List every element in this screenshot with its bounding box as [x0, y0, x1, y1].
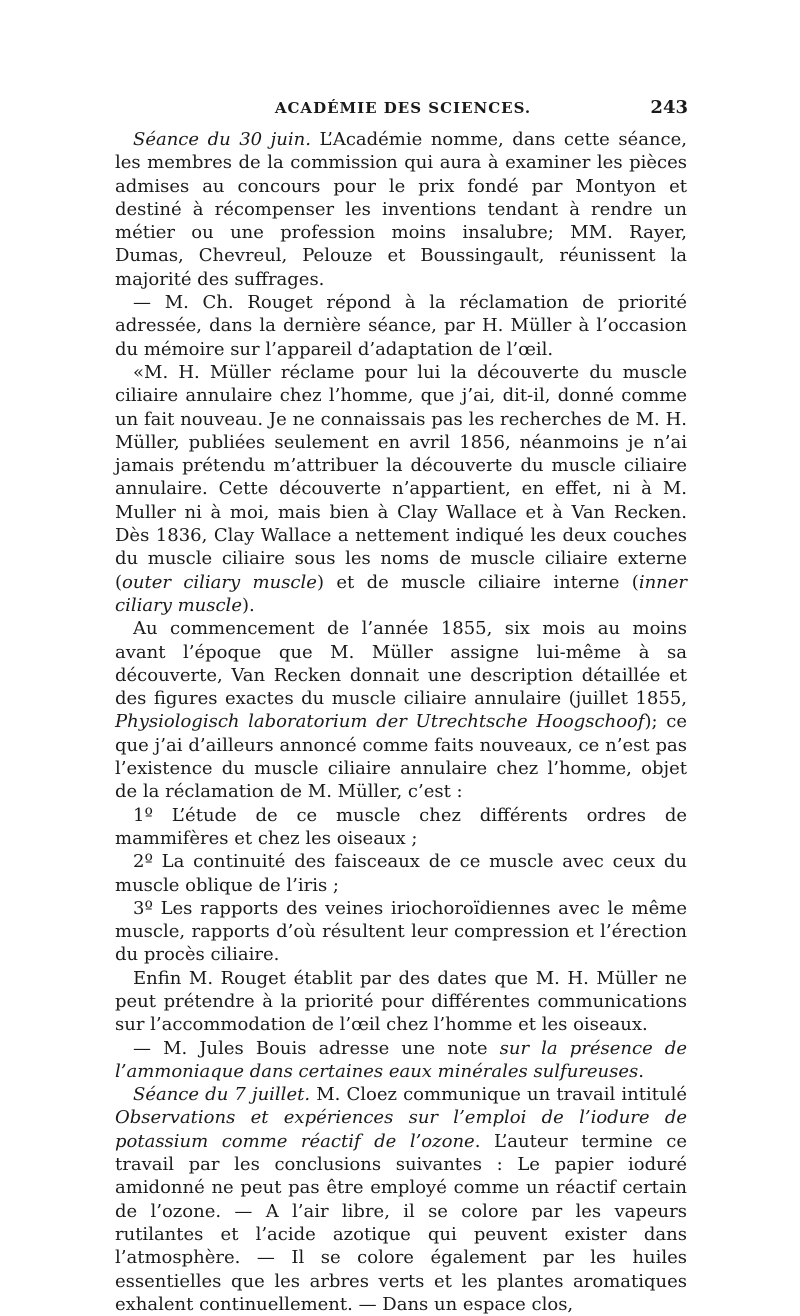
paragraph-van-recken: Au commencement de l’année 1855, six mois au moins avant l’époque que M. Müller assigne lui-même à sa découverte, Van Recken donnait une description détaillée et des figures exactes du muscle ciliaire annulaire (juillet 1855, Physiologisch laboratorium der Utrechtsche Hoogschoof); ce que j’ai d’ailleurs annoncé comme faits nouveaux, ce n’est pas l’existence du muscle ciliaire annulaire chez l’homme, objet de la réclamation de M. Müller, c’est :: [115, 618, 688, 803]
list-item-1: 1º L’étude de ce muscle chez différents ordres de mammifères et chez les oiseaux ;: [115, 804, 687, 849]
paragraph-seance-30-juin: Séance du 30 juin. L’Académie nomme, dans cette séance, les membres de la commission qui aura à examiner les pièces admises au concours pour le prix fondé par Montyon et destiné à récompenser les inventions tendant à rendre un métier ou une profession moins insalubre; MM. Rayer, Dumas, Chevreul, Pelouze et Boussingault, réunissent la majorité des suffrages.: [115, 129, 687, 290]
page-number: 243: [650, 97, 688, 118]
list-item-2: 2º La continuité des faisceaux de ce muscle avec ceux du muscle oblique de l’iris ;: [115, 851, 687, 896]
body-text: [115, 128, 687, 1316]
paragraph-bouis-note: — M. Jules Bouis adresse une note sur la présence de l’ammoniaque dans certaines eaux minérales sulfureuses.: [115, 1037, 687, 1082]
paragraph-muller-claim: «M. H. Müller réclame pour lui la découverte du muscle ciliaire annulaire chez l’homme, que j’ai, dit-il, donné comme un fait nouveau. Je ne connaissais pas les recherches de M. H. Müller, publiées seulement en avril 1856, néanmoins je n’ai jamais prétendu m’attribuer la découverte du muscle ciliaire annulaire. Cette découverte n’appartient, en effet, ni à M. Muller ni à moi, mais bien à Clay Wallace et à Van Recken. Dès 1836, Clay Wallace a nettement indiqué les deux couches du muscle ciliaire sous les noms de muscle ciliaire externe (outer ciliary muscle) et de muscle ciliaire interne (inner ciliary muscle).: [115, 361, 688, 616]
paragraph-seance-7-juillet: Séance du 7 juillet. M. Cloez communique un travail intitulé Observations et expériences sur l’emploi de l’iodure de potassium comme réactif de l’ozone. L’auteur termine ce travail par les conclusions suivantes : Le papier ioduré amidonné ne peut pas être employé comme un réactif certain de l’ozone. — A l’air libre, il se colore par les vapeurs rutilantes et l’acide azotique qui peuvent exister dans l’atmosphère. — Il se colore également par les huiles essentielles que les arbres verts et les plantes aromatiques exhalent continuellement. — Dans un espace clos,: [115, 1084, 688, 1315]
list-item-3: 3º Les rapports des veines iriochoroïdiennes avec le même muscle, rapports d’où résultent leur compression et l’érection du procès ciliaire.: [115, 897, 687, 966]
running-head: [118, 99, 688, 123]
session-date: Séance du 30 juin.: [133, 129, 311, 150]
paragraph-rouget-priority: Enfin M. Rouget établit par des dates que M. H. Müller ne peut prétendre à la priorité pour différentes communications sur l’accommodation de l’œil chez l’homme et les oiseaux.: [115, 967, 687, 1036]
session-date: Séance du 7 juillet.: [133, 1084, 311, 1106]
running-title: ACADÉMIE DES SCIENCES.: [274, 99, 532, 117]
paragraph-rouget-reply: — M. Ch. Rouget répond à la réclamation de priorité adressée, dans la dernière séance, par H. Müller à l’occasion du mémoire sur l’appareil d’adaptation de l’œil.: [115, 292, 687, 360]
